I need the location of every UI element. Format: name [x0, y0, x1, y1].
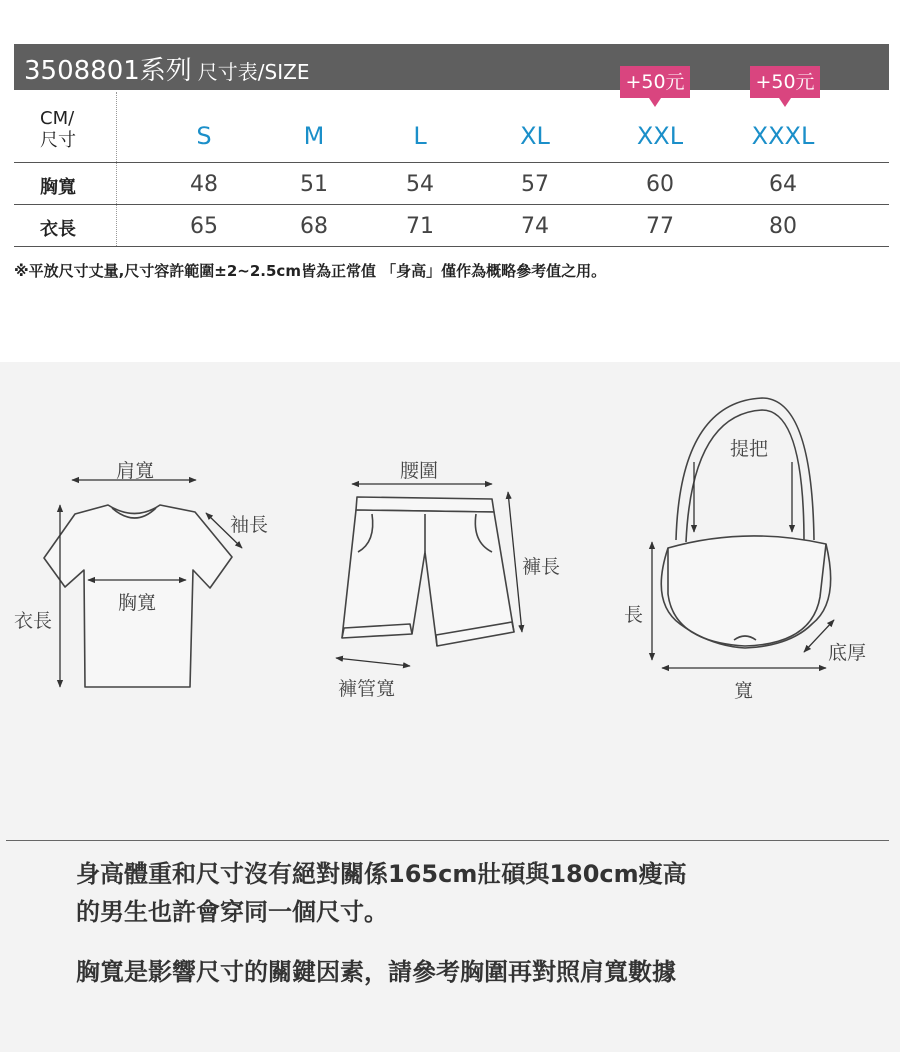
- measurement-diagram: [0, 362, 900, 1052]
- size-table-label: 尺寸表/SIZE: [197, 60, 310, 84]
- measurement-note: ※平放尺寸丈量,尺寸容許範圍±2~2.5cm皆為正常值 「身高」僅作為概略參考值之用。: [14, 262, 607, 280]
- table-cell: 60: [646, 172, 674, 197]
- size-chart-title: [24, 50, 309, 87]
- waist-label: 腰圍: [400, 460, 439, 482]
- size-header-s: S: [196, 122, 212, 150]
- unit-label-size: 尺寸: [40, 130, 76, 151]
- table-cell: 54: [406, 172, 434, 197]
- bag-height-label: 長: [624, 604, 644, 626]
- series-title: 3508801系列: [24, 56, 192, 86]
- row-label-length: 衣長: [40, 219, 76, 240]
- table-cell: 65: [190, 214, 218, 239]
- size-header-xxxl: XXXL: [751, 122, 815, 150]
- size-header-xl: XL: [520, 122, 550, 150]
- section-divider: [6, 840, 889, 841]
- size-header-xxl: XXL: [636, 122, 684, 150]
- bag-width-label: 寬: [734, 680, 754, 702]
- bag-depth-label: 底厚: [828, 642, 867, 664]
- pants-length-label: 褲長: [522, 556, 561, 578]
- row-label-chest: 胸寬: [40, 177, 76, 198]
- table-cell: 57: [521, 172, 549, 197]
- size-advice-line-3: 胸寬是影響尺寸的關鍵因素，請參考胸圍再對照肩寬數據: [76, 958, 676, 986]
- table-cell: 74: [521, 214, 549, 239]
- table-bottom-border: [14, 246, 889, 247]
- xxl-surcharge-badge: +50元: [620, 66, 690, 98]
- chest-width-label: 胸寬: [118, 592, 157, 614]
- table-cell: 48: [190, 172, 218, 197]
- table-cell: 51: [300, 172, 328, 197]
- table-cell: 77: [646, 214, 674, 239]
- unit-label-cm: CM/: [40, 108, 75, 129]
- size-advice-line-2: 的男生也許會穿同一個尺寸。: [76, 898, 388, 926]
- hem-width-label: 褲管寬: [338, 678, 396, 700]
- table-divider: [14, 162, 889, 163]
- table-cell: 64: [769, 172, 797, 197]
- shorts-drawing: [342, 497, 514, 646]
- size-header-l: L: [413, 122, 427, 150]
- table-cell: 68: [300, 214, 328, 239]
- size-advice-line-1: 身高體重和尺寸沒有絕對關係165cm壯碩與180cm瘦高: [76, 860, 687, 888]
- unit-label: [40, 108, 76, 152]
- table-cell: 80: [769, 214, 797, 239]
- xxxl-surcharge-badge: +50元: [750, 66, 820, 98]
- table-cell: 71: [406, 214, 434, 239]
- sleeve-length-label: 袖長: [230, 514, 269, 536]
- shoulder-width-label: 肩寬: [116, 460, 155, 482]
- handle-label: 提把: [730, 438, 769, 460]
- table-divider: [14, 204, 889, 205]
- body-length-label: 衣長: [14, 610, 53, 632]
- label-column-divider: [116, 92, 117, 246]
- size-header-m: M: [303, 122, 325, 150]
